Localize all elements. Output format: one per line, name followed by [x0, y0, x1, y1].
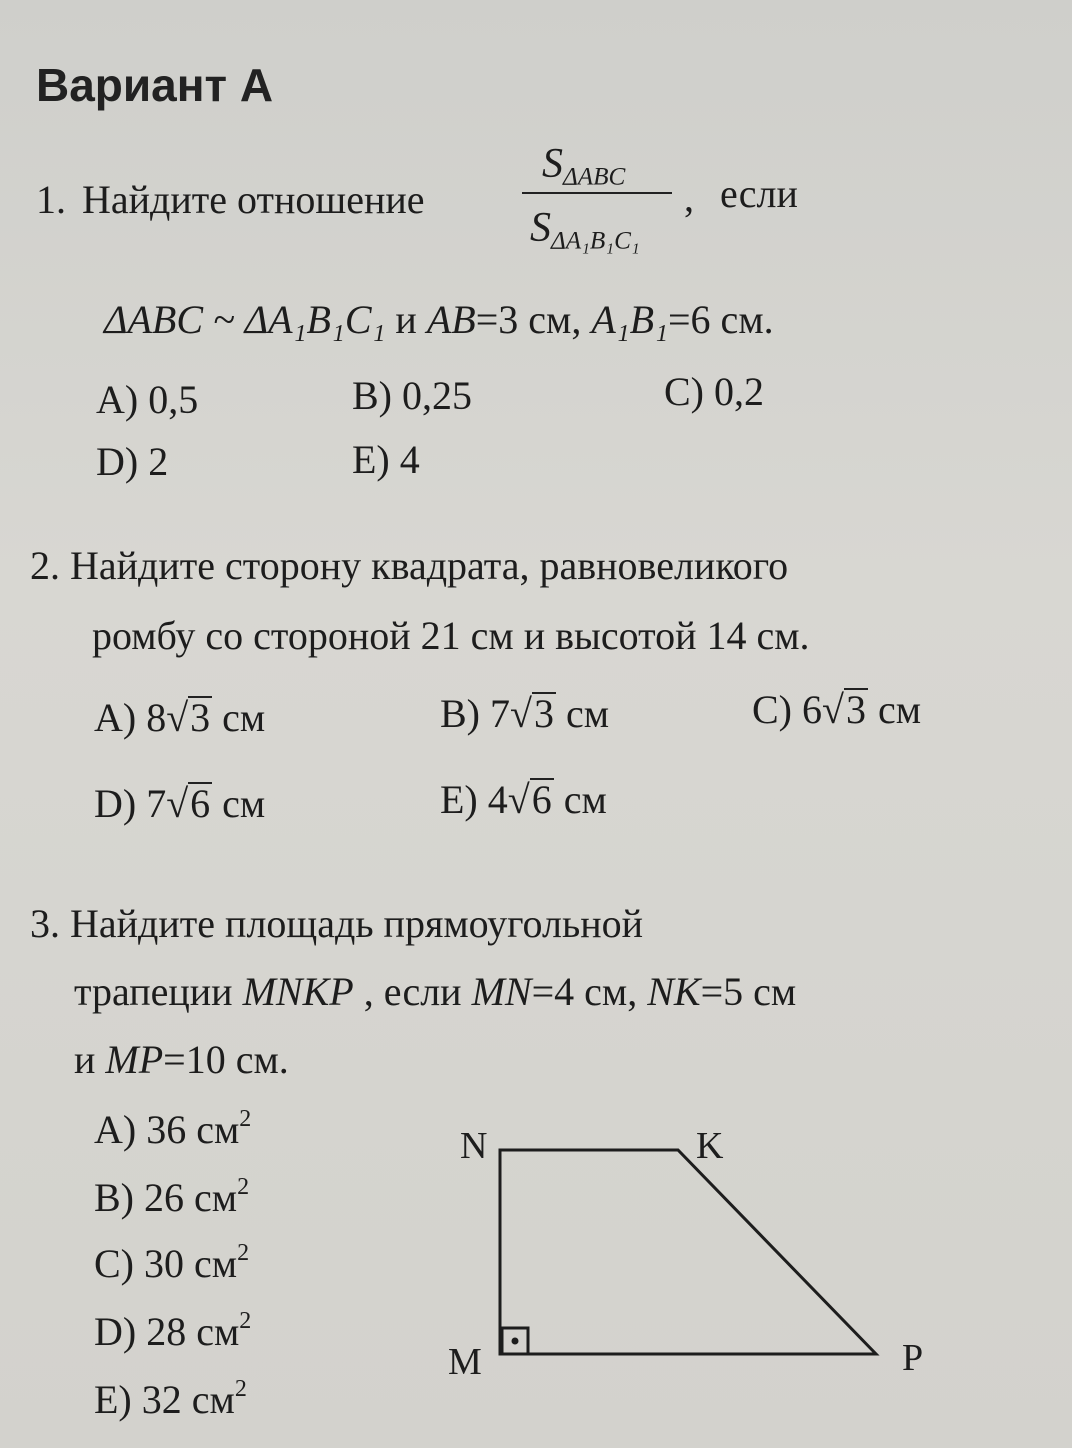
sqrt-icon: √ — [166, 695, 189, 740]
q3-option-a[interactable]: A) 36 $см^2$ — [94, 1106, 252, 1152]
q1-number: 1. — [36, 177, 66, 222]
q2-option-d[interactable]: D) 7√6 см — [94, 781, 266, 826]
q3-line-2: трапеции MNKP , если MN=4 см, NK=5 см — [74, 969, 797, 1014]
fraction-line — [522, 192, 672, 194]
page-title: Вариант А — [36, 59, 274, 111]
vertex-label-m: M — [448, 1341, 482, 1383]
vertex-label-n: N — [460, 1125, 488, 1167]
q2-option-b[interactable]: B) 7√3 см — [440, 691, 610, 736]
sqrt-icon: √ — [507, 777, 530, 822]
fraction-denominator: $S_{\Delta A_1B_1C_1}$ — [530, 205, 640, 255]
fraction-numerator: $S_{\Delta ABC}$ — [542, 141, 626, 191]
trapezoid-figure — [440, 1110, 960, 1410]
q1-option-b[interactable]: B) 0,25 — [352, 373, 472, 418]
sqrt-icon: √ — [822, 687, 844, 732]
q1-if: если — [720, 171, 798, 216]
q1-comma: , — [684, 175, 694, 220]
q3-option-c[interactable]: C) 30 $см^2$ — [94, 1240, 250, 1286]
q1-option-e[interactable]: E) 4 — [352, 437, 420, 482]
q3-line-3: и MP=10 см. — [74, 1037, 289, 1082]
similarity-statement: ΔABC ~ ΔA₁B₁C₁ — [104, 297, 386, 342]
q1-fraction — [522, 140, 682, 270]
q2-line-2: ромбу со стороной 21 см и высотой 14 см. — [92, 613, 810, 658]
q1-option-a[interactable]: A) 0,5 — [96, 377, 199, 422]
q1-option-c[interactable]: C) 0,2 — [664, 369, 764, 414]
q1-text: Найдите отношение — [82, 177, 425, 222]
vertex-label-k: K — [696, 1125, 724, 1167]
q3-line-1: 3. Найдите площадь прямоугольной — [30, 901, 644, 946]
q2-line-1: 2. Найдите сторону квадрата, равновеликого — [30, 543, 789, 588]
q3-option-d[interactable]: D) 28 $см^2$ — [94, 1308, 252, 1354]
q3-option-e[interactable]: E) 32 $см^2$ — [94, 1376, 247, 1422]
q2-option-a[interactable]: A) 8√3 см — [94, 695, 266, 740]
q1-option-d[interactable]: D) 2 — [96, 439, 169, 484]
sqrt-icon: √ — [166, 781, 189, 826]
q1-condition: ΔABC ~ ΔA₁B₁C₁ и AB=3 см, A₁B₁=6 см. — [104, 297, 774, 342]
vertex-label-p: P — [902, 1337, 924, 1379]
right-angle-dot — [512, 1338, 519, 1345]
q2-option-e[interactable]: E) 4√6 см — [440, 777, 607, 822]
q3-option-b[interactable]: B) 26 $см^2$ — [94, 1174, 250, 1220]
trapezoid-shape — [500, 1150, 876, 1354]
sqrt-icon: √ — [510, 691, 532, 736]
q2-option-c[interactable]: C) 6√3 см — [752, 687, 922, 732]
